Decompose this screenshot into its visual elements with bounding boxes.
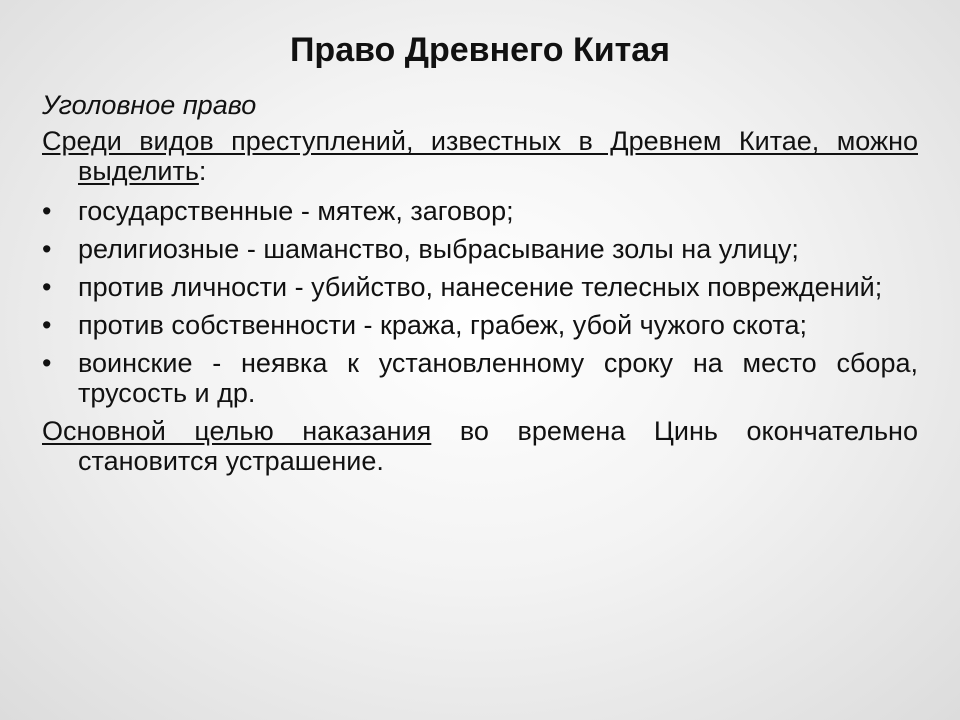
slide-content: [42, 90, 918, 476]
bullet-icon: •: [42, 310, 52, 340]
list-item: [42, 196, 918, 226]
closing-underlined-text: Основной целью наказания: [42, 416, 432, 446]
intro-paragraph: [42, 126, 918, 186]
list-item-text: государственные - мятеж, заговор;: [78, 196, 514, 226]
list-item-text: против личности - убийство, нанесение телесных повреждений;: [78, 272, 883, 302]
bullet-icon: •: [42, 272, 52, 302]
section-subtitle: Уголовное право: [42, 90, 257, 120]
list-item-text: против собственности - кража, грабеж, убой чужого скота;: [78, 310, 807, 340]
list-item-text: религиозные - шаманство, выбрасывание золы на улицу;: [78, 234, 799, 264]
closing-rest-text: во времена Цинь окончательно становится устрашение.: [78, 416, 918, 476]
list-item: [42, 234, 918, 264]
bullet-icon: •: [42, 348, 52, 378]
closing-paragraph: [42, 416, 918, 476]
slide-title: Право Древнего Китая: [289, 31, 670, 69]
list-item: [42, 348, 918, 408]
intro-suffix: :: [198, 156, 207, 186]
crime-types-list: [42, 196, 918, 408]
intro-underlined-text: Среди видов преступлений, известных в Древнем Китае, можно выделить: [42, 126, 918, 186]
list-item-text: воинские - неявка к установленному сроку на место сбора, трусость и др.: [78, 348, 918, 408]
list-item: [42, 310, 918, 340]
bullet-icon: •: [42, 196, 52, 226]
list-item: [42, 272, 918, 302]
bullet-icon: •: [42, 234, 52, 264]
